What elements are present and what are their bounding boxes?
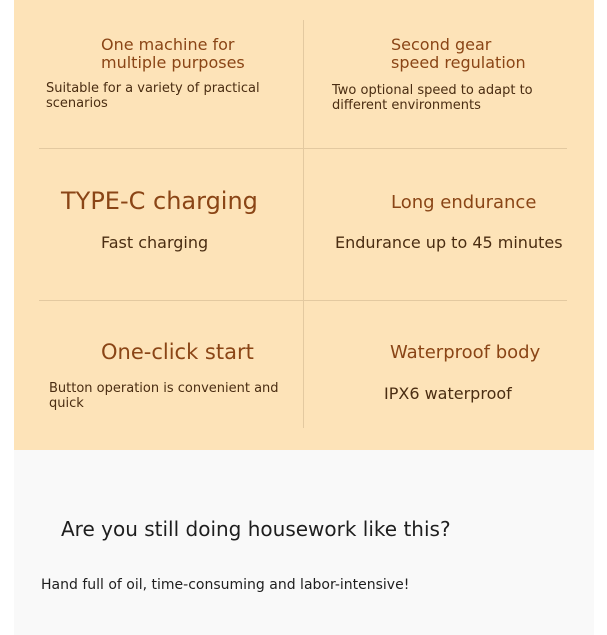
row-divider-1: [39, 148, 567, 149]
housework-section: [14, 450, 594, 635]
row-divider-2: [39, 300, 567, 301]
feature-desc-line: Suitable for a variety of practical: [46, 81, 260, 96]
feature-desc-endurance: Endurance up to 45 minutes: [335, 233, 563, 252]
feature-title-speed: [391, 36, 526, 72]
feature-desc-line: Button operation is convenient and: [49, 381, 279, 396]
feature-title-line: multiple purposes: [101, 53, 245, 72]
feature-title-line: speed regulation: [391, 53, 526, 72]
feature-desc-speed: [332, 83, 533, 113]
column-divider: [303, 20, 304, 428]
feature-title-line: One machine for: [101, 35, 235, 54]
section-question: Are you still doing housework like this?: [61, 517, 451, 541]
feature-desc-charging: Fast charging: [101, 233, 209, 252]
feature-desc-line: scenarios: [46, 96, 108, 111]
feature-title-multipurpose: [101, 36, 245, 72]
feature-title-start: One-click start: [101, 340, 254, 364]
features-panel: [14, 0, 594, 450]
feature-desc-line: Two optional speed to adapt to: [332, 83, 533, 98]
feature-title-line: Second gear: [391, 35, 492, 54]
feature-desc-line: quick: [49, 396, 84, 411]
feature-desc-line: different environments: [332, 98, 481, 113]
feature-title-waterproof: Waterproof body: [390, 342, 541, 363]
feature-title-charging: TYPE-C charging: [61, 187, 258, 215]
feature-desc-waterproof: IPX6 waterproof: [384, 384, 512, 403]
feature-desc-start: [49, 381, 279, 411]
feature-desc-multipurpose: [46, 81, 260, 111]
section-complaint: Hand full of oil, time-consuming and labor-intensive!: [41, 577, 410, 593]
feature-title-endurance: Long endurance: [391, 192, 537, 213]
